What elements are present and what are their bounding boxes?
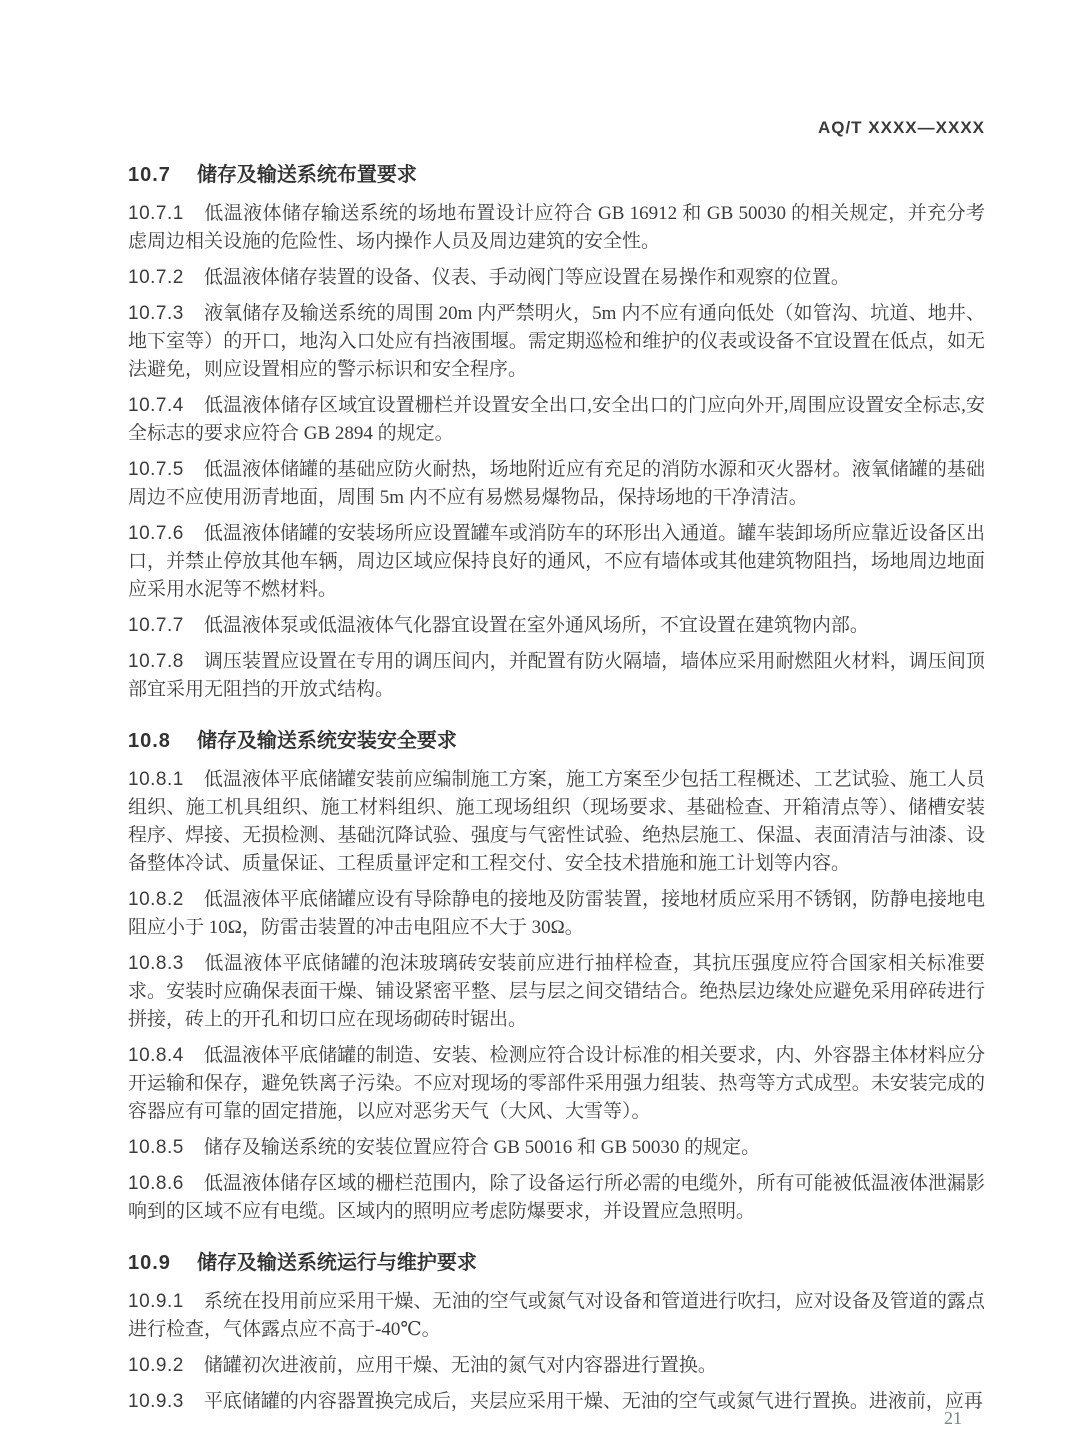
clause-text: 低温液体储存输送系统的场地布置设计应符合 GB 16912 和 GB 50030 的相关规定，并充分考虑周边相关设施的危险性、场内操作人员及周边建筑的安全性。 xyxy=(128,203,985,252)
clause-item xyxy=(128,950,985,1034)
clause-item xyxy=(128,200,985,256)
clause-number: 10.7.4 xyxy=(128,395,184,416)
clause-text: 低温液体储存装置的设备、仪表、手动阀门等应设置在易操作和观察的位置。 xyxy=(203,267,850,288)
clause-text: 低温液体平底储罐的制造、安装、检测应符合设计标准的相关要求，内、外容器主体材料应分开运输和保存，避免铁离子污染。不应对现场的零部件采用强力组装、热弯等方式成型。未安装完成的容器应有可靠的固定措施，以应对恶劣天气（大风、大雪等）。 xyxy=(128,1045,985,1122)
clause-number: 10.8.1 xyxy=(128,769,184,790)
clause-item xyxy=(128,886,985,942)
clause-item xyxy=(128,1388,985,1416)
section-title: 储存及输送系统运行与维护要求 xyxy=(196,1252,477,1274)
clause-number: 10.7.2 xyxy=(128,267,184,288)
clause-number: 10.7.6 xyxy=(128,523,184,544)
clause-text: 系统在投用前应采用干燥、无油的空气或氮气对设备和管道进行吹扫，应对设备及管道的露点进行检查，气体露点应不高于-40℃。 xyxy=(128,1291,985,1340)
clause-number: 10.9.2 xyxy=(128,1355,184,1376)
clause-item xyxy=(128,456,985,512)
section-heading-10-8 xyxy=(128,728,985,754)
clause-number: 10.7.8 xyxy=(128,651,184,672)
clause-number: 10.8.5 xyxy=(128,1137,184,1158)
section-number: 10.7 xyxy=(128,164,171,186)
clause-number: 10.7.5 xyxy=(128,459,184,480)
clause-item xyxy=(128,1288,985,1344)
section-number: 10.8 xyxy=(128,730,171,752)
clause-number: 10.8.6 xyxy=(128,1173,184,1194)
clause-item xyxy=(128,1042,985,1126)
clause-item xyxy=(128,392,985,448)
clause-text: 低温液体储存区域的栅栏范围内，除了设备运行所必需的电缆外，所有可能被低温液体泄漏影响到的区域不应有电缆。区域内的照明应考虑防爆要求，并设置应急照明。 xyxy=(128,1173,985,1222)
clause-item xyxy=(128,648,985,704)
clause-item xyxy=(128,766,985,878)
clause-text: 低温液体泵或低温液体气化器宜设置在室外通风场所，不宜设置在建筑物内部。 xyxy=(203,615,869,636)
clause-item xyxy=(128,1352,985,1380)
clause-text: 储罐初次进液前，应用干燥、无油的氮气对内容器进行置换。 xyxy=(203,1355,717,1376)
clause-text: 平底储罐的内容器置换完成后，夹层应采用干燥、无油的空气或氮气进行置换。进液前，应再 xyxy=(203,1391,983,1412)
page-number: 21 xyxy=(944,1408,962,1428)
clause-item xyxy=(128,1170,985,1226)
section-title: 储存及输送系统布置要求 xyxy=(196,164,417,186)
clause-text: 低温液体平底储罐安装前应编制施工方案，施工方案至少包括工程概述、工艺试验、施工人员组织、施工机具组织、施工材料组织、施工现场组织（现场要求、基础检查、开箱清点等）、储槽安装程序、焊接、无损检测、基础沉降试验、强度与气密性试验、绝热层施工、保温、表面清洁与油漆、设备整体冷试、质量保证、工程质量评定和工程交付、安全技术措施和施工计划等内容。 xyxy=(128,769,985,874)
clause-text: 低温液体平底储罐应设有导除静电的接地及防雷装置，接地材质应采用不锈钢，防静电接地电阻应小于 10Ω，防雷击装置的冲击电阻应不大于 30Ω。 xyxy=(128,889,985,938)
section-heading-10-7 xyxy=(128,162,985,188)
clause-number: 10.8.2 xyxy=(128,889,184,910)
clause-number: 10.9.3 xyxy=(128,1391,184,1412)
section-title: 储存及输送系统安装安全要求 xyxy=(196,730,457,752)
clause-item xyxy=(128,1134,985,1162)
section-heading-10-9 xyxy=(128,1250,985,1276)
clause-item xyxy=(128,612,985,640)
clause-text: 调压装置应设置在专用的调压间内，并配置有防火隔墙，墙体应采用耐燃阻火材料，调压间顶部宜采用无阻挡的开放式结构。 xyxy=(128,651,985,700)
clause-text: 低温液体储罐的安装场所应设置罐车或消防车的环形出入通道。罐车装卸场所应靠近设备区出口，并禁止停放其他车辆，周边区域应保持良好的通风，不应有墙体或其他建筑物阻挡，场地周边地面应采用水泥等不燃材料。 xyxy=(128,523,985,600)
clause-text: 低温液体储存区域宜设置栅栏并设置安全出口,安全出口的门应向外开,周围应设置安全标志,安全标志的要求应符合 GB 2894 的规定。 xyxy=(128,395,985,444)
clause-text: 液氧储存及输送系统的周围 20m 内严禁明火，5m 内不应有通向低处（如管沟、坑道、地井、地下室等）的开口，地沟入口处应有挡液围堰。需定期巡检和维护的仪表或设备不宜设置在低点，如无法避免，则应设置相应的警示标识和安全程序。 xyxy=(128,303,985,380)
clause-text: 储存及输送系统的安装位置应符合 GB 50016 和 GB 50030 的规定。 xyxy=(203,1137,761,1158)
clause-number: 10.7.7 xyxy=(128,615,184,636)
clause-text: 低温液体平底储罐的泡沫玻璃砖安装前应进行抽样检查，其抗压强度应符合国家相关标准要求。安装时应确保表面干燥、铺设紧密平整、层与层之间交错结合。绝热层边缘处应避免采用碎砖进行拼接，砖上的开孔和切口应在现场砌砖时锯出。 xyxy=(128,953,985,1030)
clause-text: 低温液体储罐的基础应防火耐热，场地附近应有充足的消防水源和灭火器材。液氧储罐的基础周边不应使用沥青地面，周围 5m 内不应有易燃易爆物品，保持场地的干净清洁。 xyxy=(128,459,985,508)
section-number: 10.9 xyxy=(128,1252,171,1274)
document-header xyxy=(128,118,985,138)
clause-item xyxy=(128,300,985,384)
clause-number: 10.8.4 xyxy=(128,1045,184,1066)
clause-number: 10.8.3 xyxy=(128,953,184,974)
clause-number: 10.7.3 xyxy=(128,303,184,324)
clause-number: 10.7.1 xyxy=(128,203,184,224)
standard-code: AQ/T XXXX—XXXX xyxy=(817,118,985,137)
clause-item xyxy=(128,520,985,604)
clause-item xyxy=(128,264,985,292)
clause-number: 10.9.1 xyxy=(128,1291,184,1312)
